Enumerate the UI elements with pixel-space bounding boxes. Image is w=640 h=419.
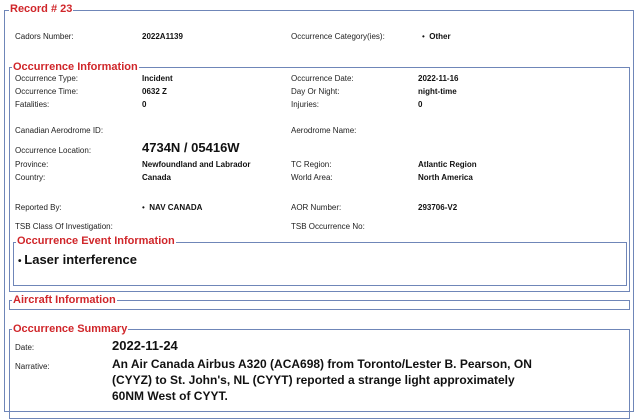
occurrence-summary-legend: Occurrence Summary — [13, 323, 128, 335]
province-value: Newfoundland and Labrador — [142, 160, 251, 169]
fatalities-value: 0 — [142, 100, 147, 109]
world-area-value: North America — [418, 173, 473, 182]
narrative-text: An Air Canada Airbus A320 (ACA698) from Toronto/Lester B. Pearson, ON (CYYZ) to St. John's, NL (CYYT) reported a strange light approximately 60NM West of CYYT. — [112, 357, 532, 403]
occurrence-category-label: Occurrence Category(ies): — [291, 32, 385, 41]
fatalities-label: Fatalities: — [15, 100, 50, 109]
tsb-occurrence-label: TSB Occurrence No: — [291, 222, 365, 231]
bullet-icon: • — [18, 256, 25, 267]
reported-by-value — [142, 203, 202, 212]
country-label: Country: — [15, 173, 46, 182]
world-area-label: World Area: — [291, 173, 333, 182]
event-list-item — [18, 252, 137, 267]
occurrence-category-value — [422, 32, 451, 41]
bullet-icon: • — [422, 32, 430, 41]
occurrence-time-label: Occurrence Time: — [15, 87, 79, 96]
occurrence-location-value: 4734N / 05416W — [142, 140, 240, 155]
injuries-value: 0 — [418, 100, 423, 109]
day-or-night-value: night-time — [418, 87, 457, 96]
tc-region-label: TC Region: — [291, 160, 332, 169]
occurrence-type-value: Incident — [142, 74, 173, 83]
aircraft-information-legend: Aircraft Information — [13, 294, 116, 306]
cadors-number-value: 2022A1139 — [142, 32, 183, 41]
reported-by-text: NAV CANADA — [149, 203, 203, 212]
occurrence-location-label: Occurrence Location: — [15, 146, 92, 155]
record-legend: Record # 23 — [10, 3, 73, 15]
country-value: Canada — [142, 173, 171, 182]
tc-region-value: Atlantic Region — [418, 160, 477, 169]
canadian-aerodrome-id-label: Canadian Aerodrome ID: — [15, 126, 104, 135]
occurrence-type-label: Occurrence Type: — [15, 74, 78, 83]
aerodrome-name-label: Aerodrome Name: — [291, 126, 357, 135]
tsb-class-label: TSB Class Of Investigation: — [15, 222, 113, 231]
summary-date-label: Date: — [15, 343, 35, 352]
occurrence-date-label: Occurrence Date: — [291, 74, 354, 83]
injuries-label: Injuries: — [291, 100, 320, 109]
province-label: Province: — [15, 160, 49, 169]
occurrence-category-text: Other — [429, 32, 451, 41]
day-or-night-label: Day Or Night: — [291, 87, 340, 96]
aor-number-label: AOR Number: — [291, 203, 342, 212]
bullet-icon: • — [142, 203, 150, 212]
narrative-label: Narrative: — [15, 362, 50, 371]
occurrence-date-value: 2022-11-16 — [418, 74, 459, 83]
aor-number-value: 293706-V2 — [418, 203, 458, 212]
occurrence-time-value: 0632 Z — [142, 87, 167, 96]
summary-date-value: 2022-11-24 — [112, 338, 178, 353]
reported-by-label: Reported By: — [15, 203, 62, 212]
event-text: Laser interference — [24, 252, 138, 267]
occurrence-event-legend: Occurrence Event Information — [17, 235, 175, 247]
occurrence-information-legend: Occurrence Information — [13, 61, 138, 73]
cadors-number-label: Cadors Number: — [15, 32, 74, 41]
